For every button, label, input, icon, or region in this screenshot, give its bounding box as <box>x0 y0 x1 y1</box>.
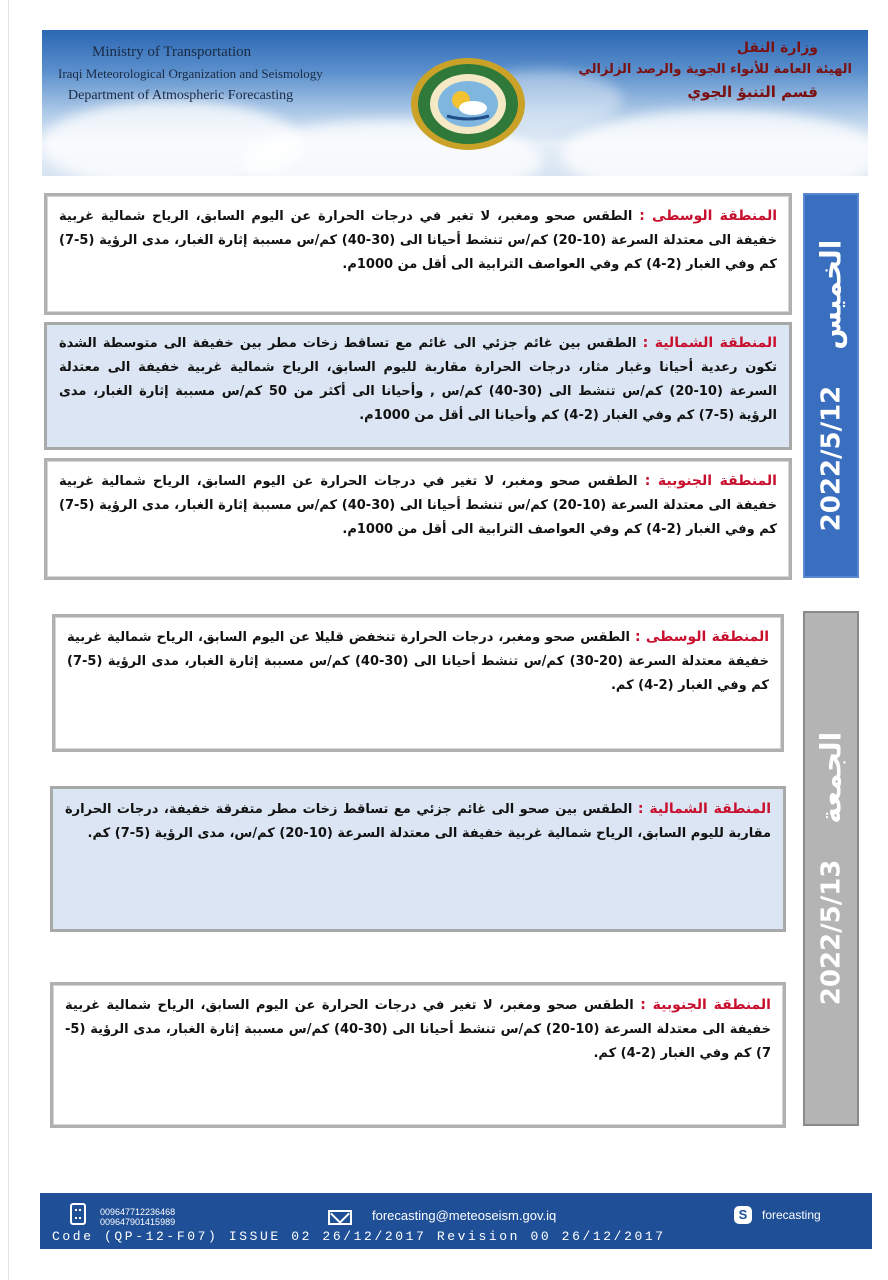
day2-name: الجمعة <box>814 731 848 824</box>
region-name: المنطقة الوسطى : <box>634 629 770 645</box>
ministry-name-ar: وزارة النقل <box>736 40 818 56</box>
day2-date: 2022/5/13 <box>816 859 846 1006</box>
phone-numbers <box>100 1207 175 1227</box>
day1-southern-region <box>44 458 792 580</box>
region-name: المنطقة الشمالية : <box>642 335 777 351</box>
department-name-ar: قسم التنبؤ الجوي <box>687 83 818 101</box>
day2-southern-region <box>50 982 786 1128</box>
region-forecast: الطقس صحو ومغبر، درجات الحرارة تنخفض قليلا عن اليوم السابق، الرياح شمالية غربية خفيفة معتدلة السرعة (20-30) كم/س تنشط أحيانا الى (30-40) كم/س مسببة إثارة الغبار، مدى الرؤية (5-7) كم وفي الغبار (2-4) كم. <box>67 630 769 693</box>
day1-northern-region <box>44 322 792 450</box>
footer-bar <box>40 1193 872 1249</box>
region-forecast: الطقس صحو ومغبر، لا تغير في درجات الحرارة عن اليوم السابق، الرياح شمالية غربية خفيفة الى معتدلة السرعة (10-20) كم/س تنشط أحيانا الى (30-40) كم/س مسببة إثارة الغبار، مدى الرؤية (5-7) كم وفي الغبار (2-4) كم وفي العواصف الترابية الى أقل من 1000م. <box>59 209 777 272</box>
email-link[interactable]: forecasting@meteoseism.gov.iq <box>372 1208 557 1223</box>
region-name: المنطقة الشمالية : <box>637 801 771 817</box>
header-banner <box>42 30 868 176</box>
page-edge <box>8 0 9 1280</box>
day1-name: الخميس <box>814 239 848 350</box>
phone-number-2: 009647901415989 <box>100 1217 176 1227</box>
ministry-name-en: Ministry of Transportation <box>92 44 252 60</box>
region-forecast: الطقس بين غائم جزئي الى غائم مع تساقط زخات مطر بين خفيفة الى متوسطة الشدة تكون رعدية أحيانا وغبار مثار، درجات الحرارة مقاربة لليوم السابق، الرياح شمالية غربية خفيفة الى معتدلة السرعة (10-20) كم/س تنشط الى (30-40) كم/س , وأحيانا الى أكثر من 50 كم/س مسببة إثارة الغبار، مدى الرؤية (5-7) كم وفي الغبار (2-4) كم وأحيانا الى أقل من 1000م. <box>59 336 778 423</box>
organization-name-ar: الهيئة العامة للأنواء الجوية والرصد الزلزالي <box>578 62 852 77</box>
skype-icon: S <box>734 1206 752 1224</box>
organization-seal-icon <box>409 56 527 152</box>
day2-northern-region <box>50 786 786 932</box>
region-name: المنطقة الجنوبية : <box>644 473 777 489</box>
region-forecast: الطقس صحو ومغبر، لا تغير في درجات الحرارة عن اليوم السابق، الرياح شمالية غربية خفيفة الى معتدلة السرعة (10-20) كم/س تنشط أحيانا الى (30-40) كم/س مسببة إثارة الغبار، مدى الرؤية (5-7) كم وفي الغبار (2-4) كم. <box>65 998 771 1061</box>
phone-number-1: 009647712236468 <box>100 1207 176 1217</box>
region-forecast: الطقس بين صحو الى غائم جزئي مع تساقط زخات مطر متفرقة خفيفة، درجات الحرارة مقاربة لليوم السابق، الرياح شمالية غربية خفيفة الى معتدلة السرعة (10-20) كم/س، مدى الرؤية (5-7) كم. <box>65 802 771 841</box>
header-arabic <box>578 40 852 101</box>
region-name: المنطقة الجنوبية : <box>640 997 771 1013</box>
day2-central-region <box>52 614 784 752</box>
day1-central-region <box>44 193 792 315</box>
organization-name-en: Iraqi Meteorological Organization and Seismology <box>58 66 323 81</box>
region-name: المنطقة الوسطى : <box>639 208 777 224</box>
phone-icon <box>70 1203 86 1225</box>
day2-date-panel <box>803 611 859 1126</box>
day1-date: 2022/5/12 <box>816 385 846 532</box>
region-forecast: الطقس صحو ومغبر، لا تغير في درجات الحرارة عن اليوم السابق، الرياح شمالية غربية خفيفة الى معتدلة السرعة (10-20) كم/س تنشط أحيانا الى (30-40) كم/س مسببة إثارة الغبار، مدى الرؤية (5-7) كم وفي الغبار (2-4) كم وفي العواصف الترابية الى أقل من 1000م. <box>59 474 777 537</box>
department-name-en: Department of Atmospheric Forecasting <box>68 88 294 103</box>
mail-icon <box>328 1210 352 1225</box>
document-code: Code (QP-12-F07) ISSUE 02 26/12/2017 Revision 00 26/12/2017 <box>52 1229 666 1244</box>
skype-handle[interactable]: forecasting <box>762 1208 821 1222</box>
day1-date-panel <box>803 193 859 578</box>
header-english <box>58 44 323 104</box>
